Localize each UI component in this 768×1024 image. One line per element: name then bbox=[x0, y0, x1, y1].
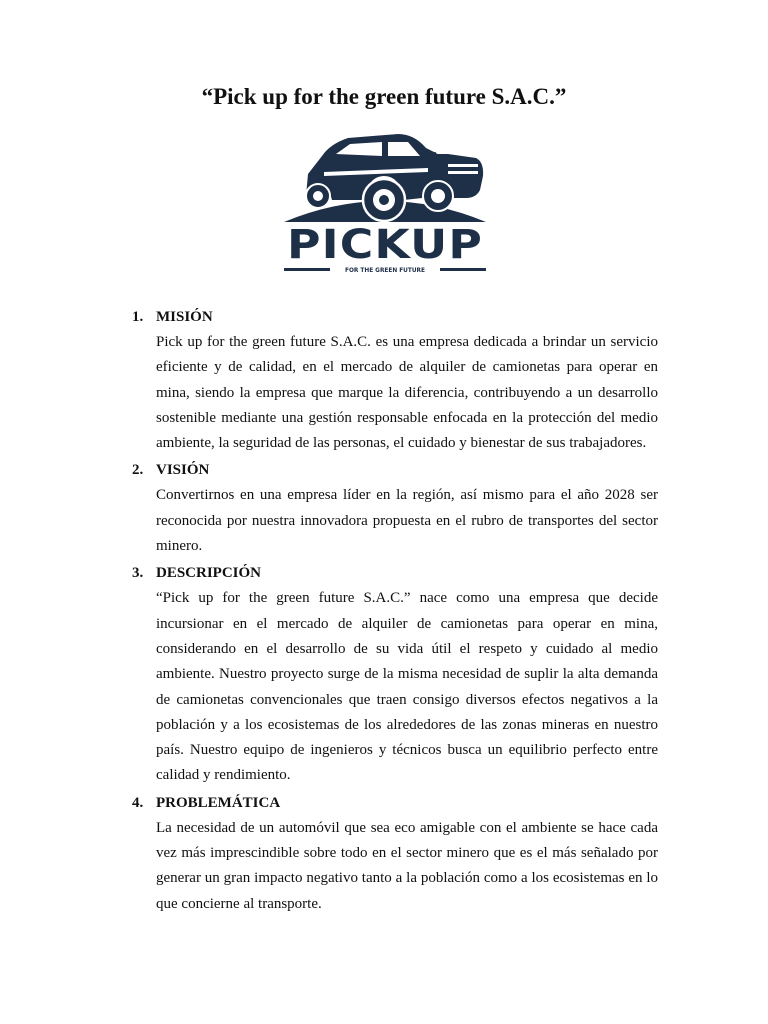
section-paragraph: La necesidad de un automóvil que sea eco amigable con el ambiente se hace cada vez más imprescindible sobre todo en el sector minero que es el más señalado por generar un gran impacto negativo tanto a la población como a los ecosistemas en lo que concierne al transporte. bbox=[156, 819, 658, 912]
section-descripcion bbox=[0, 562, 768, 791]
section-paragraph: “Pick up for the green future S.A.C.” nace como una empresa que decide incursionar en el mercado de alquiler de camionetas para operar en mina, considerando en el desarrollo de su vida útil el respeto y cuidado al medio ambiente. Nuestro proyecto surge de la misma necesidad de suplir la alta demanda de camionetas convencionales que traen consigo diversos efectos negativos a la población y a los ecosistemas de los alrededores de las zonas mineras en nuestro país. Nuestro equipo de ingenieros y técnicos busca un equilibrio perfecto entre calidad y rendimiento. bbox=[156, 590, 658, 784]
section-number: 4. bbox=[132, 794, 144, 811]
section-number: 2. bbox=[132, 462, 144, 479]
section-vision bbox=[0, 459, 768, 562]
section-number: 1. bbox=[132, 309, 144, 325]
pickup-truck-icon bbox=[278, 124, 492, 280]
section-heading: MISIÓN bbox=[156, 309, 213, 325]
section-heading: VISIÓN bbox=[156, 462, 210, 479]
logo-wordmark: PICKUP bbox=[287, 222, 483, 268]
section-mision bbox=[0, 306, 768, 459]
document-title: “Pick up for the green future S.A.C.” bbox=[201, 84, 567, 109]
section-heading: PROBLEMÁTICA bbox=[156, 794, 281, 811]
section-problematica bbox=[0, 792, 768, 920]
document-sections bbox=[0, 306, 768, 920]
section-paragraph: Pick up for the green future S.A.C. es una empresa dedicada a brindar un servicio eficiente y de calidad, en el mercado de alquiler de camionetas para operar en mina, siendo la empresa que marque la diferencia, contribuyendo a un desarrollo sostenible mediante una gestión responsable enfocada en la protección del medio ambiente, la seguridad de las personas, el cuidado y bienestar de sus trabajadores. bbox=[156, 334, 658, 452]
logo-tagline: FOR THE GREEN FUTURE bbox=[345, 268, 425, 274]
section-paragraph: Convertirnos en una empresa líder en la región, así mismo para el año 2028 ser reconocida por nuestra innovadora propuesta en el rubro de transportes del sector minero. bbox=[156, 487, 658, 555]
section-number: 3. bbox=[132, 565, 144, 582]
pickup-logo bbox=[278, 124, 492, 280]
section-heading: DESCRIPCIÓN bbox=[156, 565, 262, 582]
